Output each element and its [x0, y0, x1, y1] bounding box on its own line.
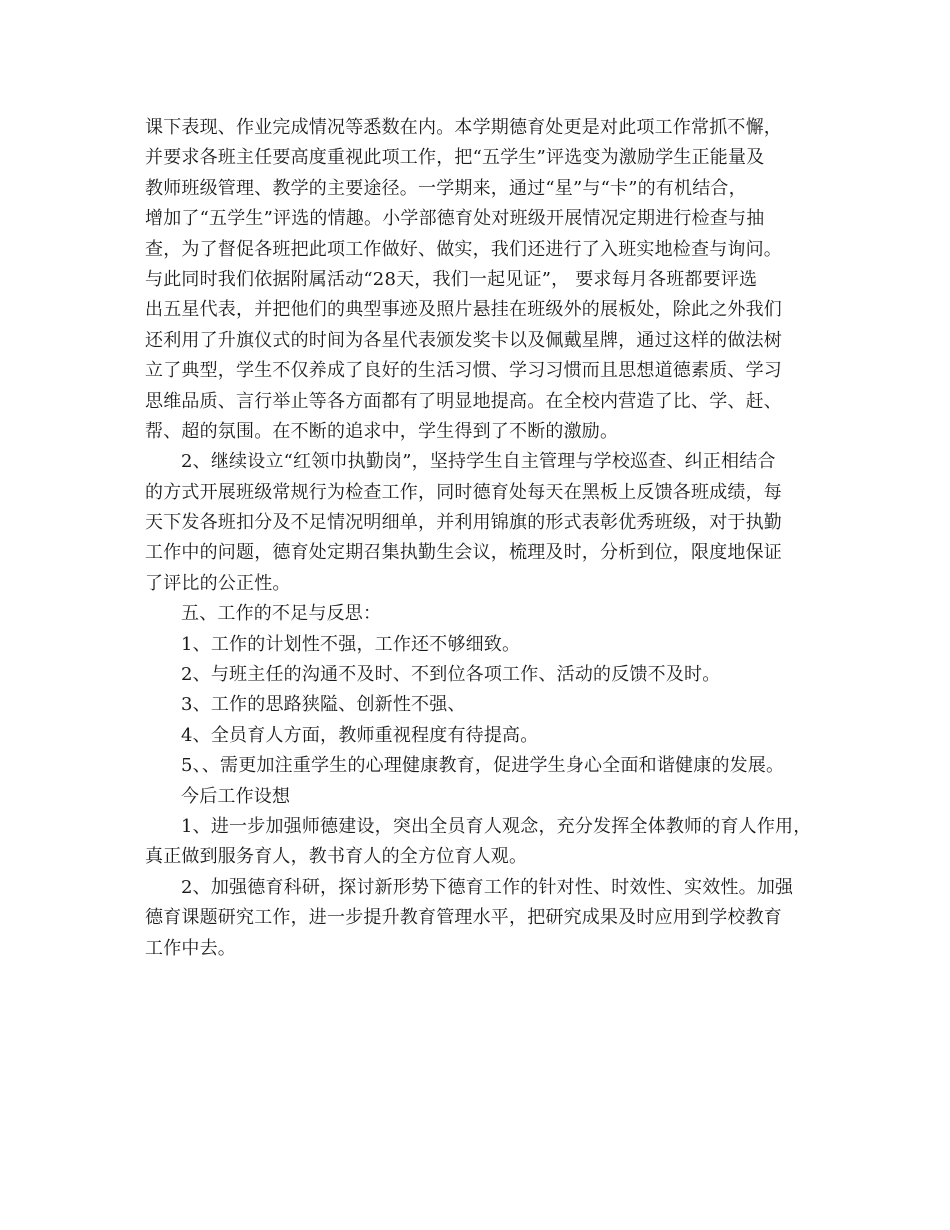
text-line: 工作中去。: [145, 937, 236, 959]
text-line: 今后工作设想: [181, 785, 291, 807]
text-line: 2、加强德育科研，探讨新形势下德育工作的针对性、时效性、实效性。加强: [181, 876, 794, 898]
text-line: 课下表现、作业完成情况等悉数在内。本学期德育处更是对此项工作常抓不懈，: [145, 117, 782, 138]
text-line: 教师班级管理、教学的主要途径。一学期来，通过“星”与“卡”的有机结合，: [145, 177, 747, 199]
text-line: 的方式开展班级常规行为检查工作，同时德育处每天在黑板上反馈各班成绩，每: [145, 481, 782, 503]
text-line: 并要求各班主任要高度重视此项工作，把“五学生”评选变为激励学生正能量及: [145, 147, 765, 169]
text-line: 3、工作的思路狭隘、创新性不强、: [181, 694, 466, 716]
text-line: 1、进一步加强师德建设，突出全员育人观念，充分发挥全体教师的育人作用，: [181, 815, 812, 837]
text-line: 2、与班主任的沟通不及时、不到位各项工作、活动的反馈不及时。: [181, 664, 721, 686]
text-line: 帮、超的氛围。在不断的追求中，学生得到了不断的激励。: [145, 420, 619, 442]
text-line: 德育课题研究工作，进一步提升教育管理水平，把研究成果及时应用到学校教育: [145, 907, 782, 929]
text-line: 查，为了督促各班把此项工作做好、做实，我们还进行了入班实地检查与询问。: [145, 238, 782, 260]
text-line: 了评比的公正性。: [145, 572, 291, 594]
text-line: 还利用了升旗仪式的时间为各星代表颁发奖卡以及佩戴星牌，通过这样的做法树: [145, 329, 782, 351]
text-line: 思维品质、言行举止等各方面都有了明显地提高。在全校内营造了比、学、赶、: [145, 390, 782, 412]
text-line: 五、工作的不足与反思：: [181, 603, 382, 625]
text-line: 增加了“五学生”评选的情趣。小学部德育处对班级开展情况定期进行检查与抽: [145, 208, 765, 230]
text-line: 真正做到服务育人，教书育人的全方位育人观。: [145, 846, 528, 868]
text-line: 5、、需更加注重学生的心理健康教育，促进学生身心全面和谐健康的发展。: [181, 755, 785, 777]
text-line: 天下发各班扣分及不足情况明细单，并利用锦旗的形式表彰优秀班级，对于执勤: [145, 512, 782, 534]
text-line: 4、全员育人方面，教师重视程度有待提高。: [181, 724, 539, 746]
text-line: 出五星代表，并把他们的典型事迹及照片悬挂在班级外的展板处，除此之外我们: [145, 299, 782, 321]
text-line: 2、继续设立“红领巾执勤岗”，坚持学生自主管理与学校巡查、纠正相结合: [181, 451, 776, 473]
text-line: 与此同时我们依据附属活动“28天，我们一起见证”， 要求每月各班都要评选: [145, 268, 758, 290]
text-line: 立了典型，学生不仅养成了良好的生活习惯、学习习惯而且思想道德素质、学习: [145, 360, 782, 382]
document-page: [145, 116, 825, 967]
text-line: 1、工作的计划性不强，工作还不够细致。: [181, 633, 521, 655]
text-line: 工作中的问题，德育处定期召集执勤生会议，梳理及时，分析到位，限度地保证: [145, 542, 782, 564]
